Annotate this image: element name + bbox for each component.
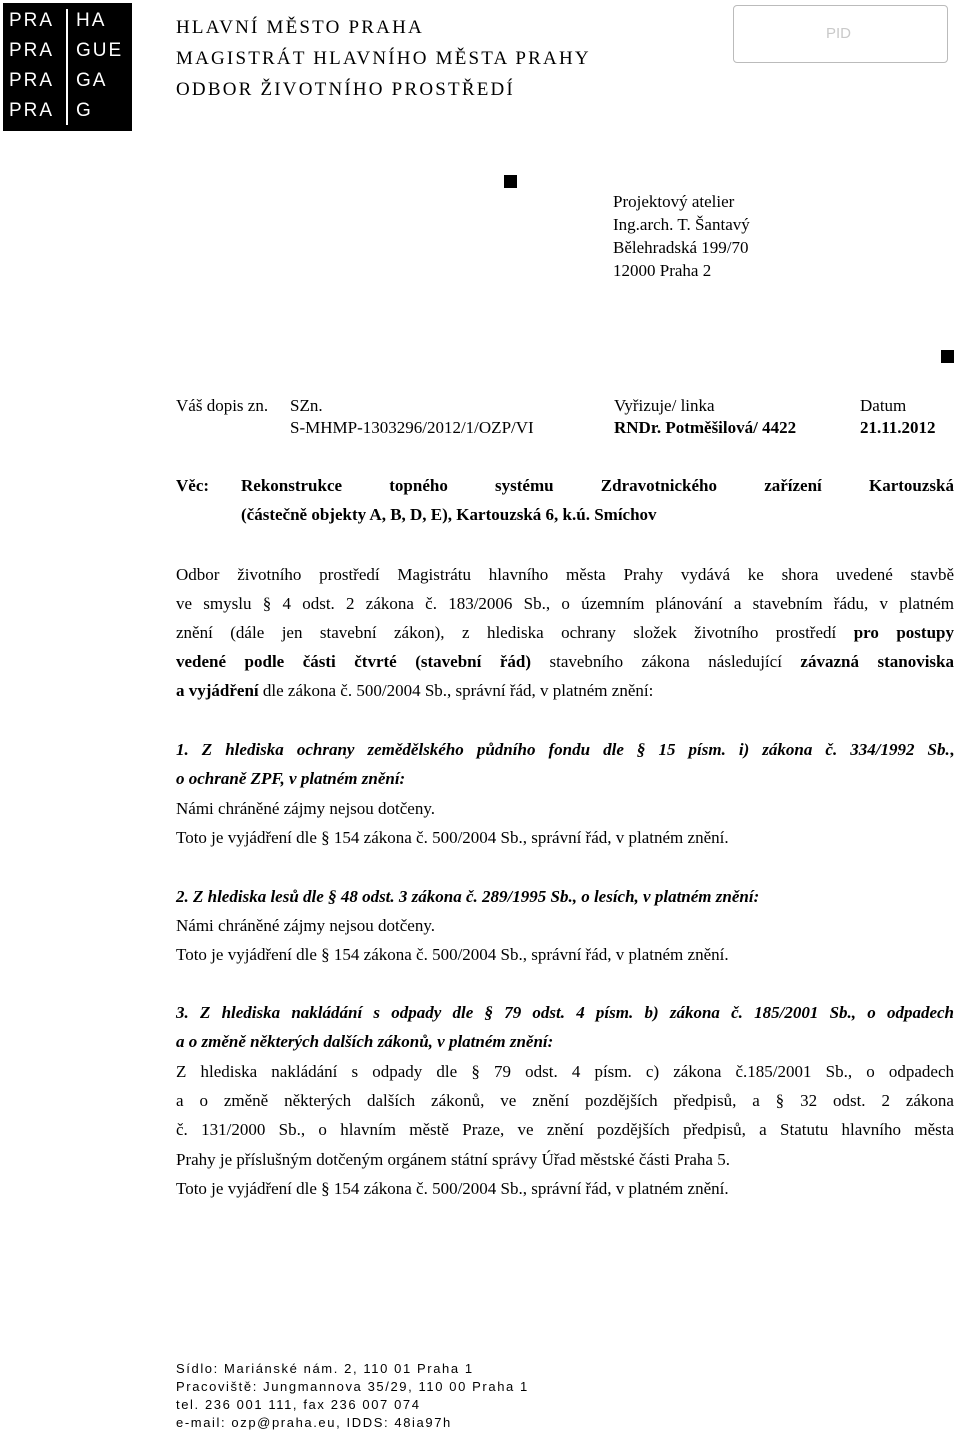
section-3-heading	[176, 998, 954, 1028]
intro-line	[176, 618, 954, 648]
heading-text: 1. Z hlediska ochrany zemědělského půdního fondu dle	[176, 740, 637, 759]
recipient-person: Ing.arch. T. Šantavý	[613, 215, 750, 234]
statement-text: Toto je vyjádření dle	[176, 1179, 322, 1198]
footer-email: e-mail: ozp@praha.eu, IDDS: 48ia97h	[176, 1415, 452, 1430]
intro-text-bold: závazná stanoviska	[800, 652, 954, 671]
subject-label: Věc:	[176, 476, 210, 495]
section-1-heading-2: o ochraně ZPF, v platném znění:	[176, 769, 406, 788]
intro-line: Odbor životního prostředí Magistrátu hlavního města Prahy vydává ke shora uvedené stavbě	[176, 565, 954, 584]
szn-value: S-MHMP-1303296/2012/1/OZP/VI	[290, 418, 534, 437]
recipient-company: Projektový atelier	[613, 192, 735, 211]
section-sign: §	[262, 594, 272, 613]
section-3-text: a o změně některých dalších zákonů, ve znění pozdějších předpisů, a	[176, 1091, 776, 1110]
prague-logo	[3, 3, 132, 131]
pid-box	[733, 5, 948, 63]
city-name: HLAVNÍ MĚSTO PRAHA	[176, 17, 424, 38]
intro-text: znění (dále jen stavební zákon), z hlediska ochrany složek životního prostředí	[176, 623, 854, 642]
section-1-statement	[176, 823, 729, 853]
statement-text: 154 zákona č. 500/2004 Sb., správní řád, v platném znění.	[329, 945, 729, 964]
logo-text: G	[76, 100, 93, 121]
intro-line	[176, 589, 954, 619]
heading-text: ,	[949, 740, 954, 759]
logo-text: PRA	[9, 10, 55, 31]
section-3-line	[176, 1086, 954, 1116]
heading-text: , o odpadech	[851, 1003, 955, 1022]
logo-text: HA	[76, 10, 107, 31]
section-sign: §	[636, 740, 646, 759]
marker-square-icon	[941, 350, 954, 363]
logo-text: PRA	[9, 100, 55, 121]
section-1-heading	[176, 735, 954, 765]
intro-line	[176, 647, 954, 677]
section-sign: §	[775, 1091, 785, 1110]
heading-text: 79 odst. 4 písm. b) zákona č. 185/2001 Sb.	[492, 1003, 852, 1022]
logo-text: PRA	[9, 70, 55, 91]
section-3-line	[176, 1057, 954, 1087]
statement-text: Toto je vyjádření dle	[176, 828, 322, 847]
intro-line	[176, 676, 653, 706]
heading-text: 48 odst. 3 zákona č. 289/1995 Sb.	[336, 887, 573, 906]
section-3-statement	[176, 1174, 729, 1204]
section-2-heading	[176, 882, 759, 912]
footer-phone: tel. 236 001 111, fax 236 007 074	[176, 1397, 421, 1412]
section-sign: §	[328, 887, 337, 906]
intro-text: stavebního zákona následující	[531, 652, 801, 671]
section-sign: §	[321, 828, 330, 847]
section-2-statement	[176, 940, 729, 970]
section-sign: §	[321, 945, 330, 964]
footer-contact	[176, 1360, 529, 1432]
recipient-street: Bělehradská 199/70	[613, 238, 749, 257]
magistrate-name: MAGISTRÁT HLAVNÍHO MĚSTA PRAHY	[176, 48, 591, 69]
section-2-text: Námi chráněné zájmy nejsou dotčeny.	[176, 916, 435, 935]
logo-text: GA	[76, 70, 108, 91]
pid-label: PID	[826, 25, 852, 42]
szn-label: SZn.	[290, 396, 323, 415]
intro-text-bold: pro postupy	[853, 623, 954, 642]
section-3-line: Prahy je příslušným dotčeným orgánem státní správy Úřad městské části Praha 5.	[176, 1150, 730, 1169]
footer-office: Pracoviště: Jungmannova 35/29, 110 00 Praha 1	[176, 1379, 529, 1394]
heading-text: 15 písm. i) zákona č. 334/1992 Sb.	[645, 740, 950, 759]
section-sign: §	[321, 1179, 330, 1198]
section-3-line: č. 131/2000 Sb., o hlavním městě Praze, ve znění pozdějších předpisů, a Statutu hlavního města	[176, 1120, 954, 1139]
subject-line-1: Rekonstrukce topného systému Zdravotnického zařízení Kartouzská	[241, 476, 954, 495]
logo-text: GUE	[76, 40, 124, 61]
date-value: 21.11.2012	[860, 418, 936, 437]
section-1-text: Námi chráněné zájmy nejsou dotčeny.	[176, 799, 435, 818]
intro-text-bold: vedené podle části čtvrté (stavební řád)	[176, 652, 531, 671]
section-3-text: 32 odst. 2 zákona	[784, 1091, 954, 1110]
handler-value: RNDr. Potměšilová/ 4422	[614, 418, 797, 437]
handler-label: Vyřizuje/ linka	[614, 396, 715, 415]
section-3-heading-2: a o změně některých dalších zákonů, v platném znění:	[176, 1032, 554, 1051]
intro-text-bold: a vyjádření	[176, 681, 259, 700]
intro-text: dle zákona č. 500/2004 Sb., správní řád, v platném znění:	[258, 681, 654, 700]
heading-text: , o lesích, v platném znění:	[572, 887, 760, 906]
section-3-text: 79 odst. 4 písm. c) zákona č.185/2001 Sb., o odpadech	[479, 1062, 954, 1081]
date-label: Datum	[860, 396, 907, 415]
recipient-address	[613, 190, 750, 282]
organization-header	[176, 12, 591, 105]
marker-square-icon	[504, 175, 517, 188]
intro-text: 4 odst. 2 zákona č. 183/2006 Sb.	[271, 594, 546, 613]
logo-divider	[66, 9, 68, 125]
statement-text: 154 zákona č. 500/2004 Sb., správní řád, v platném znění.	[329, 828, 729, 847]
subject-line-2: (částečně objekty A, B, D, E), Kartouzská 6, k.ú. Smíchov	[241, 505, 657, 524]
intro-text: , o územním plánování a stavebním řádu, v platném	[545, 594, 955, 613]
heading-text: 2. Z hlediska lesů dle	[176, 887, 329, 906]
heading-text: 3. Z hlediska nakládání s odpady dle	[176, 1003, 485, 1022]
section-sign: §	[484, 1003, 493, 1022]
your-letter-label: Váš dopis zn.	[176, 396, 269, 415]
statement-text: 154 zákona č. 500/2004 Sb., správní řád, v platném znění.	[329, 1179, 729, 1198]
footer-seat: Sídlo: Mariánské nám. 2, 110 01 Praha 1	[176, 1361, 474, 1376]
section-sign: §	[471, 1062, 480, 1081]
statement-text: Toto je vyjádření dle	[176, 945, 322, 964]
section-3-text: Z hlediska nakládání s odpady dle	[176, 1062, 472, 1081]
department-name: ODBOR ŽIVOTNÍHO PROSTŘEDÍ	[176, 79, 515, 100]
logo-text: PRA	[9, 40, 55, 61]
recipient-city: 12000 Praha 2	[613, 261, 712, 280]
intro-text: ve smyslu	[176, 594, 263, 613]
